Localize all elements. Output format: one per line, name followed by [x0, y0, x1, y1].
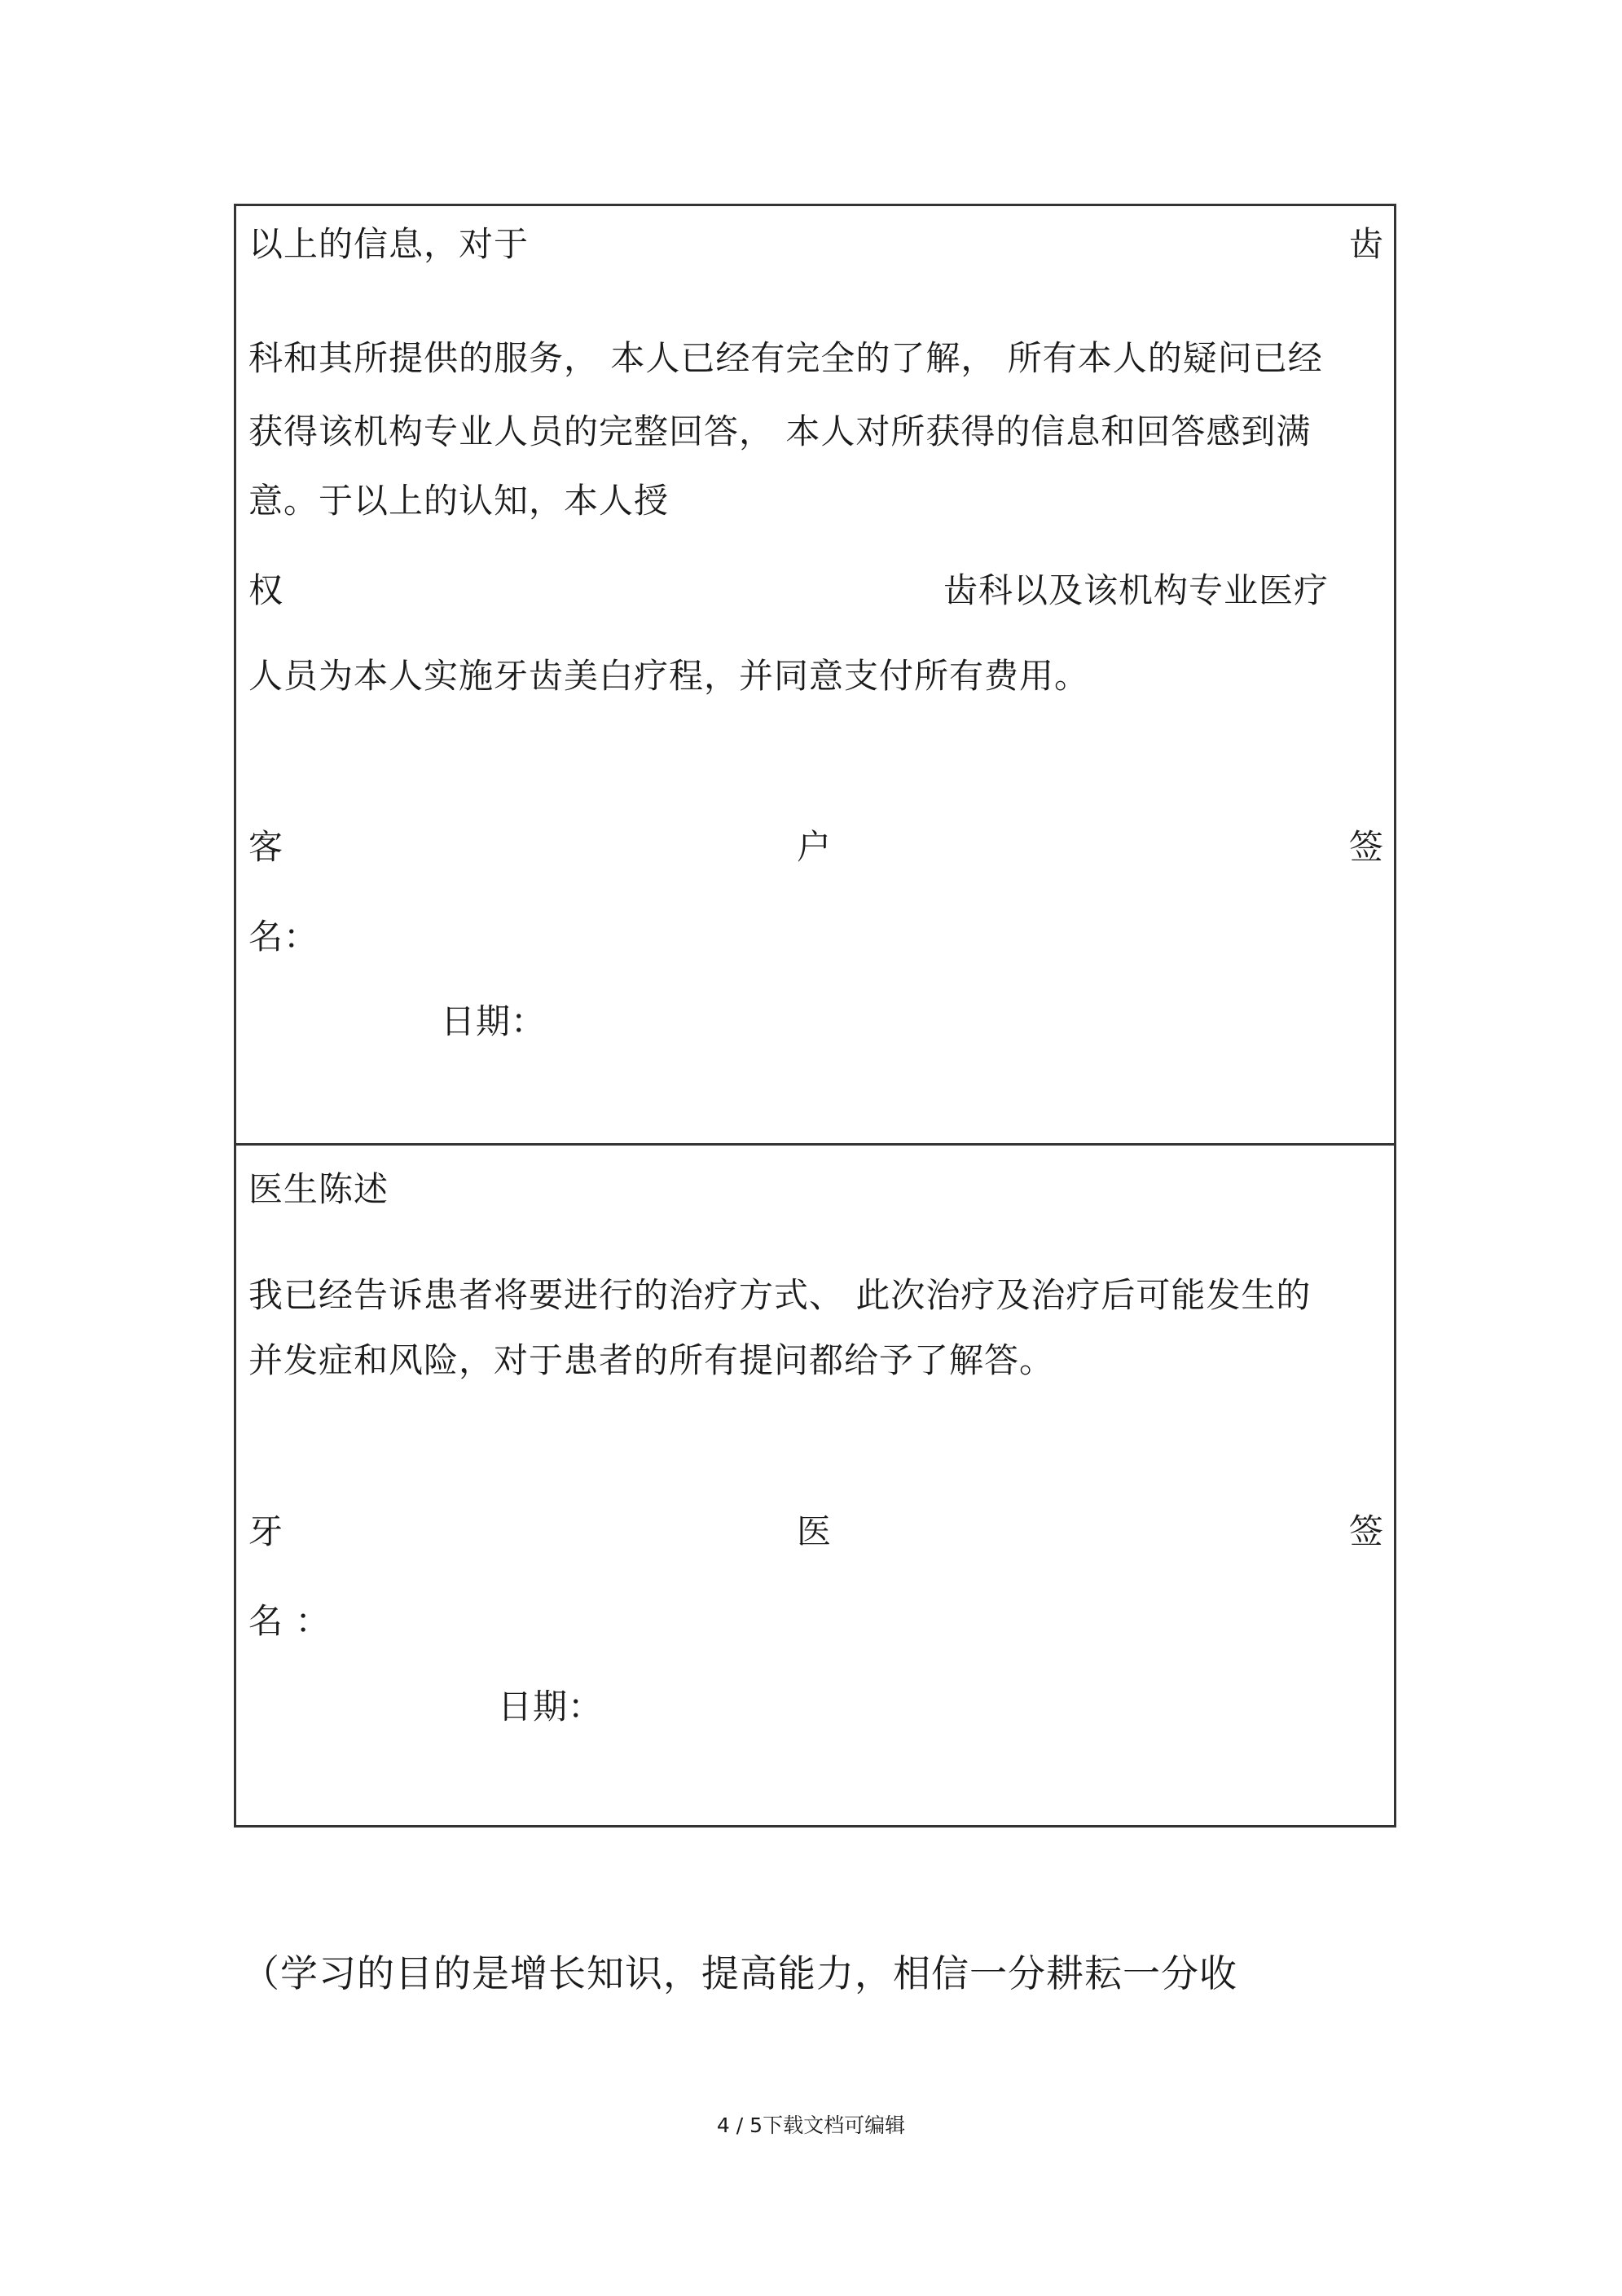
consent-line2: 科和其所提供的服务， 本人已经有完全的了解， 所有本人的疑问已经	[248, 338, 1323, 378]
consent-line5-right: 齿科以及该机构专业医疗	[943, 570, 1330, 610]
consent-line6: 人员为本人实施牙齿美白疗程，并同意支付所有费用。	[248, 656, 1090, 696]
consent-line5-left: 权	[248, 570, 284, 610]
doctor-statement-line1: 我已经告诉患者将要进行的治疗方式、 此次治疗及治疗后可能发生的	[248, 1275, 1312, 1315]
doctor-statement-title: 医生陈述	[248, 1169, 389, 1209]
closing-text: （学习的目的是增长知识，提高能力，相信一分耕耘一分收	[242, 1951, 1237, 1995]
page-number: 4	[716, 2113, 730, 2137]
doctor-statement-line2: 并发症和风险，对于患者的所有提问都给予了解答。	[248, 1340, 1055, 1380]
consent-line3: 获得该机构专业人员的完整回答， 本人对所获得的信息和回答感到满	[248, 411, 1312, 451]
dentist-signature-char-2: 医	[797, 1511, 833, 1551]
consent-line1-right: 齿	[1349, 224, 1385, 264]
consent-line4: 意。于以上的认知，本人授	[248, 481, 670, 521]
client-signature-char-3: 签	[1349, 827, 1385, 867]
dentist-signature-char-1: 牙	[248, 1511, 284, 1551]
page-total: 5	[749, 2113, 763, 2137]
client-signature-char-4: 名：	[248, 917, 319, 957]
doctor-statement-box	[234, 1143, 1396, 1828]
client-signature-char-1: 客	[248, 827, 284, 867]
client-signature-char-2: 户	[797, 827, 833, 867]
dentist-signature-char-4: 名 ：	[248, 1601, 331, 1641]
client-date-label: 日期：	[441, 1001, 547, 1041]
consent-line1-left: 以上的信息，对于	[248, 224, 530, 264]
page-footer	[0, 2113, 1622, 2138]
download-note: 下载文档可编辑	[763, 2113, 906, 2137]
page-separator: /	[736, 2113, 744, 2137]
dentist-signature-char-3: 签	[1349, 1511, 1385, 1551]
dentist-date-label: 日期：	[498, 1687, 604, 1726]
